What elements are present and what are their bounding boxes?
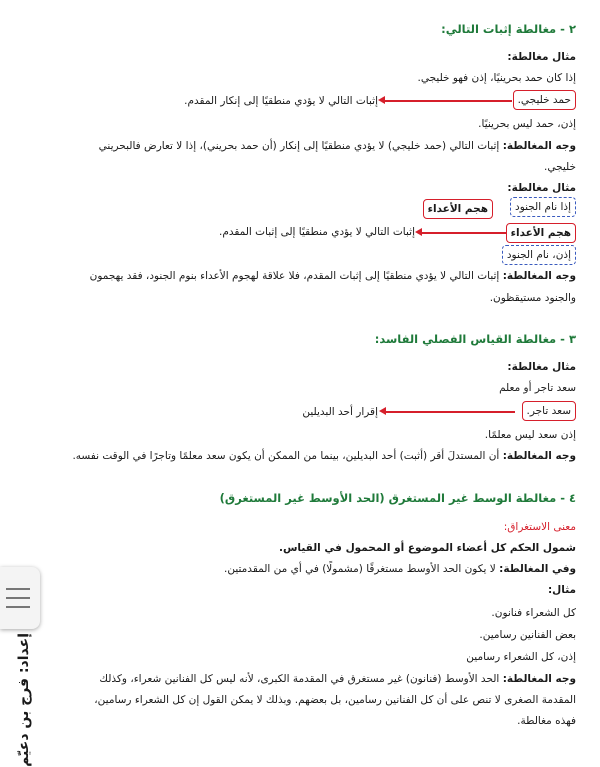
arrow-left-icon [384, 100, 512, 102]
hamburger-line [6, 606, 30, 608]
reason-text: الحد الأوسط (فنانون) غير مستغرق في المقدمة الكبرى، لأنه ليس كل الفنانين شعراء، وكذلك [99, 673, 500, 685]
arrow-note: إقرار أحد البديلين [302, 406, 378, 418]
conclusion-line: إذن سعد ليس معلمًا. [484, 429, 576, 441]
arrow-left-icon [385, 411, 515, 413]
menu-toggle-button[interactable] [0, 567, 40, 629]
fallacy-reason [99, 672, 576, 686]
reason-continuation: فهذه مغالطة. [517, 715, 576, 727]
in-fallacy-line [224, 562, 576, 576]
reason-continuation: والجنود مستيقظون. [489, 292, 576, 304]
example-label: مثال مغالطة: [507, 51, 576, 63]
section-3-heading: ٣ - مغالطة القياس الفصلي الفاسد: [374, 332, 576, 346]
callout-box: هجم الأعداء [506, 223, 576, 243]
callout-box: هجم الأعداء [423, 199, 493, 219]
in-fallacy-text: لا يكون الحد الأوسط مستغرقًا (مشمولًا) في أي من المقدمتين. [224, 563, 496, 575]
dashed-box: إذن، نام الجنود [502, 245, 576, 265]
fallacy-reason [99, 139, 576, 153]
example-label: مثال مغالطة: [507, 182, 576, 194]
meaning-label: معنى الاستغراق: [503, 521, 576, 533]
arrow-note: إثبات التالي لا يؤدي منطقيًا إلى إثبات المقدم. [218, 226, 415, 238]
fallacy-reason [90, 269, 576, 283]
example-label: مثال: [547, 584, 576, 596]
in-fallacy-label: وفي المغالطة: [499, 563, 576, 575]
premise-line: بعض الفنانين رسامين. [479, 629, 576, 641]
conclusion-line: إذن، كل الشعراء رسامين [466, 651, 576, 663]
reason-continuation: خليجي. [543, 161, 576, 173]
conclusion-line: إذن، حمد ليس بحرينيًا. [478, 118, 576, 130]
reason-text: أن المستدلَ أقر (أثبت) أحد البديلين، بينما من الممكن أن يكون سعد معلمًا وتاجرًا في الوقت نفسه. [72, 450, 500, 462]
reason-text: إثبات التالي لا يؤدي منطقيًا إلى إثبات المقدم، فلا علاقة لهجوم الأعداء بنوم الجنود، فقد يهجمون [89, 270, 500, 282]
callout-box: حمد خليجي. [513, 90, 576, 110]
section-4-heading: ٤ - مغالطة الوسط غير المستغرق (الحد الأوسط غير المستغرق) [219, 491, 576, 505]
premise-line: كل الشعراء فنانون. [491, 607, 576, 619]
section-2-heading: ٢ - مغالطة إثبات التالي: [441, 22, 576, 36]
fallacy-reason [72, 449, 576, 463]
premise-line: سعد تاجر أو معلم [499, 382, 576, 394]
example-label: مثال مغالطة: [507, 361, 576, 373]
reason-label: وجه المغالطة: [502, 270, 576, 282]
author-credit: إعداد: فرج بن دعيّم [16, 633, 32, 767]
premise-line: إذا كان حمد بحرينيًا، إذن فهو خليجي. [417, 72, 576, 84]
reason-label: وجه المغالطة: [502, 450, 576, 462]
meaning-text: شمول الحكم كل أعضاء الموضوع أو المحمول في القياس. [278, 542, 576, 554]
arrow-left-icon [421, 232, 507, 234]
dashed-box: إذا نام الجنود [510, 197, 576, 217]
hamburger-line [6, 588, 30, 590]
reason-continuation: المقدمة الصغرى لا تنص على أن كل الفنانين رسامين، بل بعضهم. وبذلك لا يمكن القول إن كل الشعراء رسامين، [94, 694, 576, 706]
callout-box: سعد تاجر. [522, 401, 576, 421]
arrow-note: إثبات التالي لا يؤدي منطقيًا إلى إنكار المقدم. [184, 95, 378, 107]
reason-text: إثبات التالي (حمد خليجي) لا يؤدي منطقيًا إلى إنكار (أن حمد بحريني)، إذا لا تعارض فالبحريني [98, 140, 500, 152]
reason-label: وجه المغالطة: [502, 673, 576, 685]
hamburger-line [6, 597, 30, 599]
reason-label: وجه المغالطة: [502, 140, 576, 152]
